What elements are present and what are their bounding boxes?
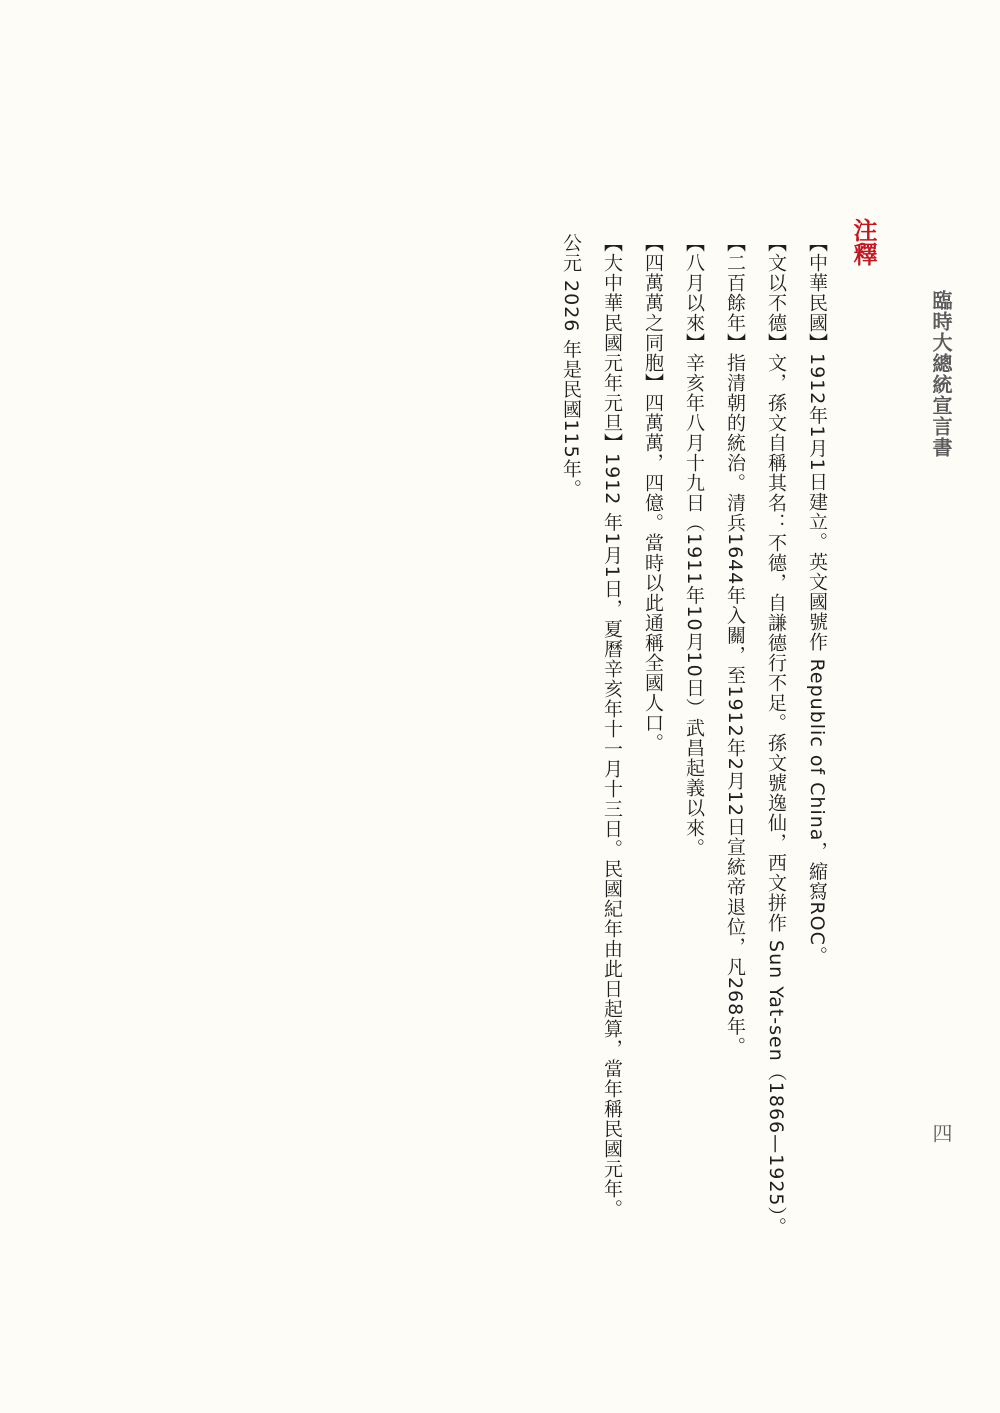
note-ba-yue-yi-lai: 【八月以來】辛亥年八月十九日（1911年10月10日）武昌起義以來。 xyxy=(683,233,705,858)
notes-heading: 注釋 xyxy=(849,218,877,266)
note-er-bai-yu-nian: 【二百餘年】指清朝的統治。清兵1644年入關，至1912年2月12日宣統帝退位，凡268年。 xyxy=(724,233,746,1057)
note-gongyuan-2026: 公元 2026 年是民國115年。 xyxy=(560,233,582,499)
running-title: 臨時大總統宣言書 xyxy=(929,290,953,458)
page-number: 四 xyxy=(929,1123,953,1143)
note-zhonghua-minguo: 【中華民國】1912年1月1日建立。英文國號作 Republic of China，縮寫ROC。 xyxy=(806,233,828,966)
note-yuan-nian-yuan-dan: 【大中華民國元年元旦】1912 年1月1日，夏曆辛亥年十一月十三日。民國紀年由此日起算，當年稱民國元年。 xyxy=(601,233,623,1219)
note-wen-yi-bu-de: 【文以不德】文，孫文自稱其名：不德，自謙德行不足。孫文號逸仙，西文拼作 Sun Yat-sen（1866—1925）。 xyxy=(765,233,787,1237)
note-si-wan-wan-tongbao: 【四萬萬之同胞】四萬萬，四億。當時以此通稱全國人口。 xyxy=(642,233,664,753)
notes-list xyxy=(550,233,837,1243)
